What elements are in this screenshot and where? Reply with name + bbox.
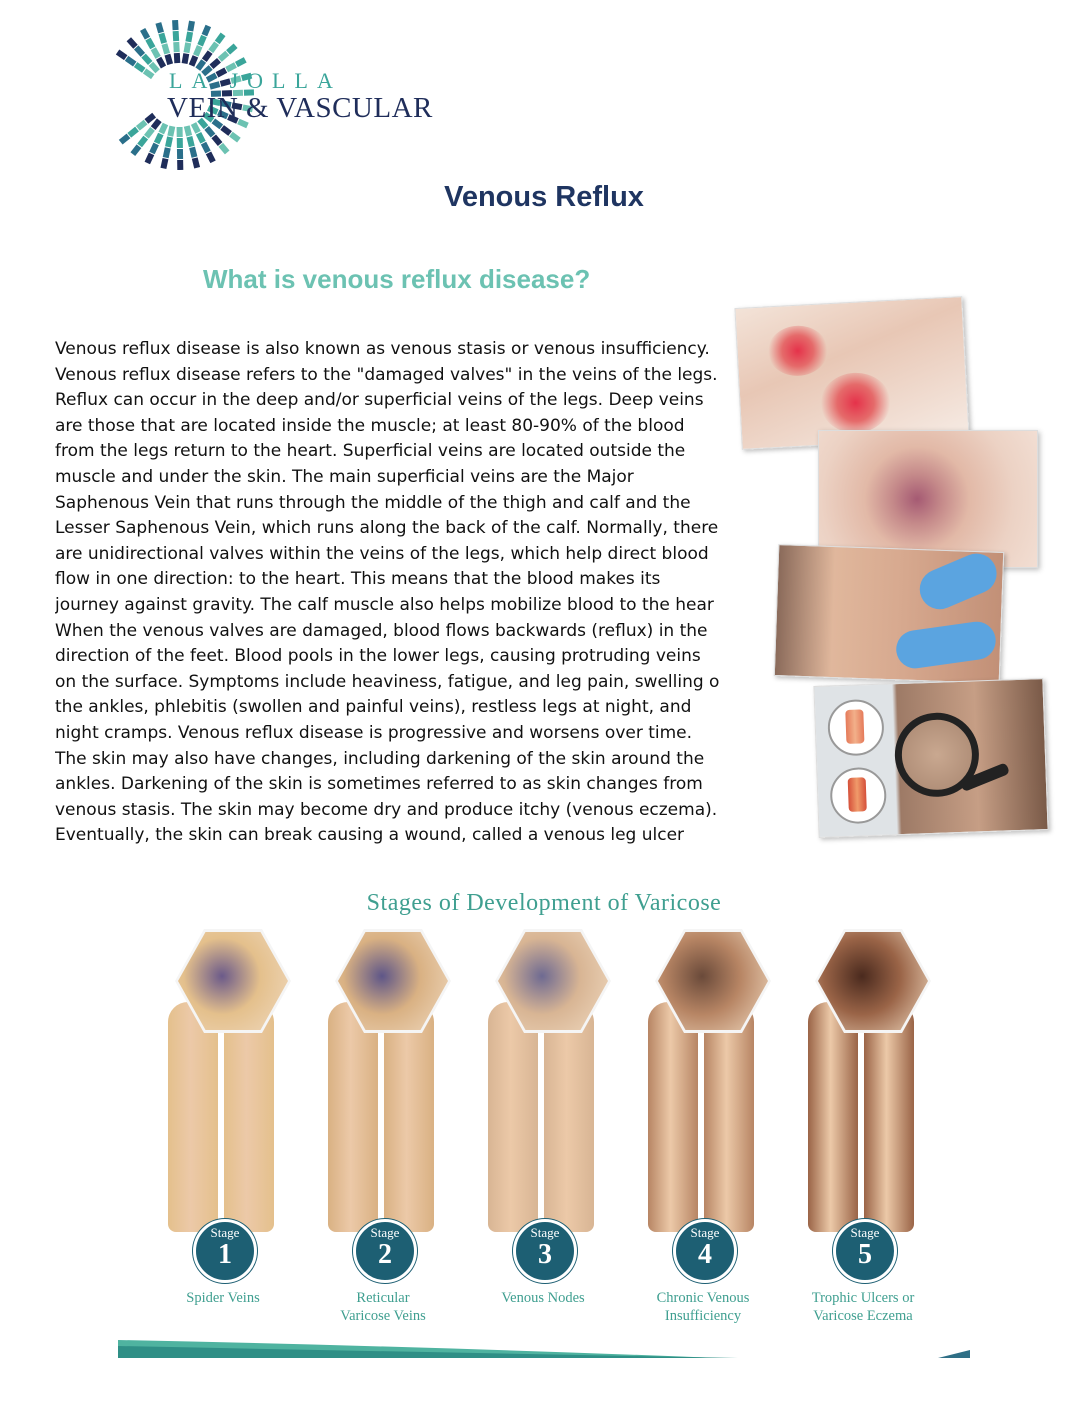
varicose-stages-infographic (118, 880, 970, 1358)
body-line: the ankles, phlebitis (swollen and painful veins), restless legs at night, and (55, 697, 692, 718)
stage-label-line1: Chronic Venous (656, 1290, 750, 1306)
magnifier-vein-photo (813, 678, 1048, 838)
legs-illustration (328, 1002, 438, 1232)
stage-number: 4 (698, 1239, 712, 1270)
legs-illustration (648, 1002, 758, 1232)
stage-label (618, 1289, 788, 1325)
stage-badge (833, 1219, 897, 1283)
body-line: night cramps. Venous reflux disease is progressive and worsens over time. (55, 722, 693, 743)
stage-label-line2: Insufficiency (664, 1308, 742, 1324)
body-line: Lesser Saphenous Vein, which runs along the back of the calf. Normally, there (55, 518, 719, 539)
feet-swelling-photo (734, 296, 969, 450)
stage-word: Stage (850, 1225, 880, 1240)
decorative-wave (118, 1328, 970, 1358)
stage-1 (138, 932, 288, 1312)
stage-number: 5 (858, 1239, 872, 1270)
stage-label-line2: Varicose Eczema (813, 1308, 913, 1324)
body-line: Venous reflux disease is also known as venous stasis or venous insufficiency. (55, 339, 710, 359)
body-line: muscle and under the skin. The main superficial veins are the Major (55, 466, 634, 487)
page-title: Venous Reflux (444, 181, 644, 213)
body-line: Venous reflux disease refers to the "damaged valves" in the veins of the legs. (55, 364, 718, 385)
stage-label (138, 1289, 308, 1307)
body-line: When the venous valves are damaged, blood flows backwards (reflux) in the (55, 620, 708, 641)
stage-word: Stage (690, 1225, 720, 1240)
body-paragraph (55, 337, 719, 849)
section-heading: What is venous reflux disease? (203, 264, 591, 294)
stage-label (298, 1289, 468, 1325)
body-line: flow in one direction: to the heart. This means that the blood makes its (55, 569, 661, 590)
body-line: The skin may also have changes, including darkening of the skin around the (55, 748, 705, 769)
body-line: direction of the feet. Blood pools in the lower legs, causing protruding veins (55, 646, 701, 667)
legs-illustration (168, 1002, 278, 1232)
stage-2 (298, 932, 448, 1324)
stage-label-line2: Varicose Veins (340, 1308, 426, 1324)
legs-illustration (808, 1002, 918, 1232)
infographic-title: Stages of Development of Varicose (366, 890, 722, 916)
stage-number: 3 (538, 1239, 552, 1270)
stage-label (778, 1289, 948, 1325)
stage-5 (778, 932, 928, 1324)
stage-word: Stage (210, 1225, 240, 1240)
body-line: on the surface. Symptoms include heaviness, fatigue, and leg pain, swelling o (55, 671, 719, 692)
stage-number: 2 (378, 1239, 392, 1270)
stage-3 (458, 932, 608, 1312)
legs-illustration (488, 1002, 598, 1232)
clinic-logo (104, 20, 464, 170)
stage-badge (673, 1219, 737, 1283)
stage-badge (193, 1219, 257, 1283)
body-line: are those that are located inside the muscle; at least 80-90% of the blood (55, 415, 685, 436)
stage-badge (513, 1219, 577, 1283)
body-line: Eventually, the skin can break causing a wound, called a venous leg ulcer (55, 825, 685, 846)
stage-label-line1: Reticular (356, 1290, 410, 1306)
body-line: from the legs return to the heart. Superficial veins are located outside the (55, 441, 686, 462)
stage-label (458, 1289, 628, 1307)
logo-text-la-jolla: LA JOLLA (169, 68, 342, 93)
logo-text-vein-vascular: VEIN & VASCULAR (167, 92, 433, 124)
body-line: are unidirectional valves within the veins of the legs, which help direct blood (55, 543, 709, 564)
body-line: venous stasis. The skin may become dry and produce itchy (venous eczema). (55, 799, 718, 820)
stage-label-line1: Venous Nodes (501, 1290, 585, 1306)
stage-label-line1: Spider Veins (186, 1290, 260, 1306)
body-line: ankles. Darkening of the skin is sometimes referred to as skin changes from (55, 774, 703, 795)
stage-label-line1: Trophic Ulcers or (811, 1290, 915, 1306)
stage-4 (618, 932, 768, 1324)
stage-number: 1 (218, 1239, 232, 1270)
varicose-exam-photo (774, 544, 1004, 684)
body-line: Reflux can occur in the deep and/or superficial veins of the legs. Deep veins (55, 390, 704, 411)
body-line: Saphenous Vein that runs through the middle of the thigh and calf and the (55, 492, 691, 513)
stage-word: Stage (370, 1225, 400, 1240)
stage-word: Stage (530, 1225, 560, 1240)
body-line: journey against gravity. The calf muscle also helps mobilize blood to the hear (55, 594, 714, 615)
stage-badge (353, 1219, 417, 1283)
